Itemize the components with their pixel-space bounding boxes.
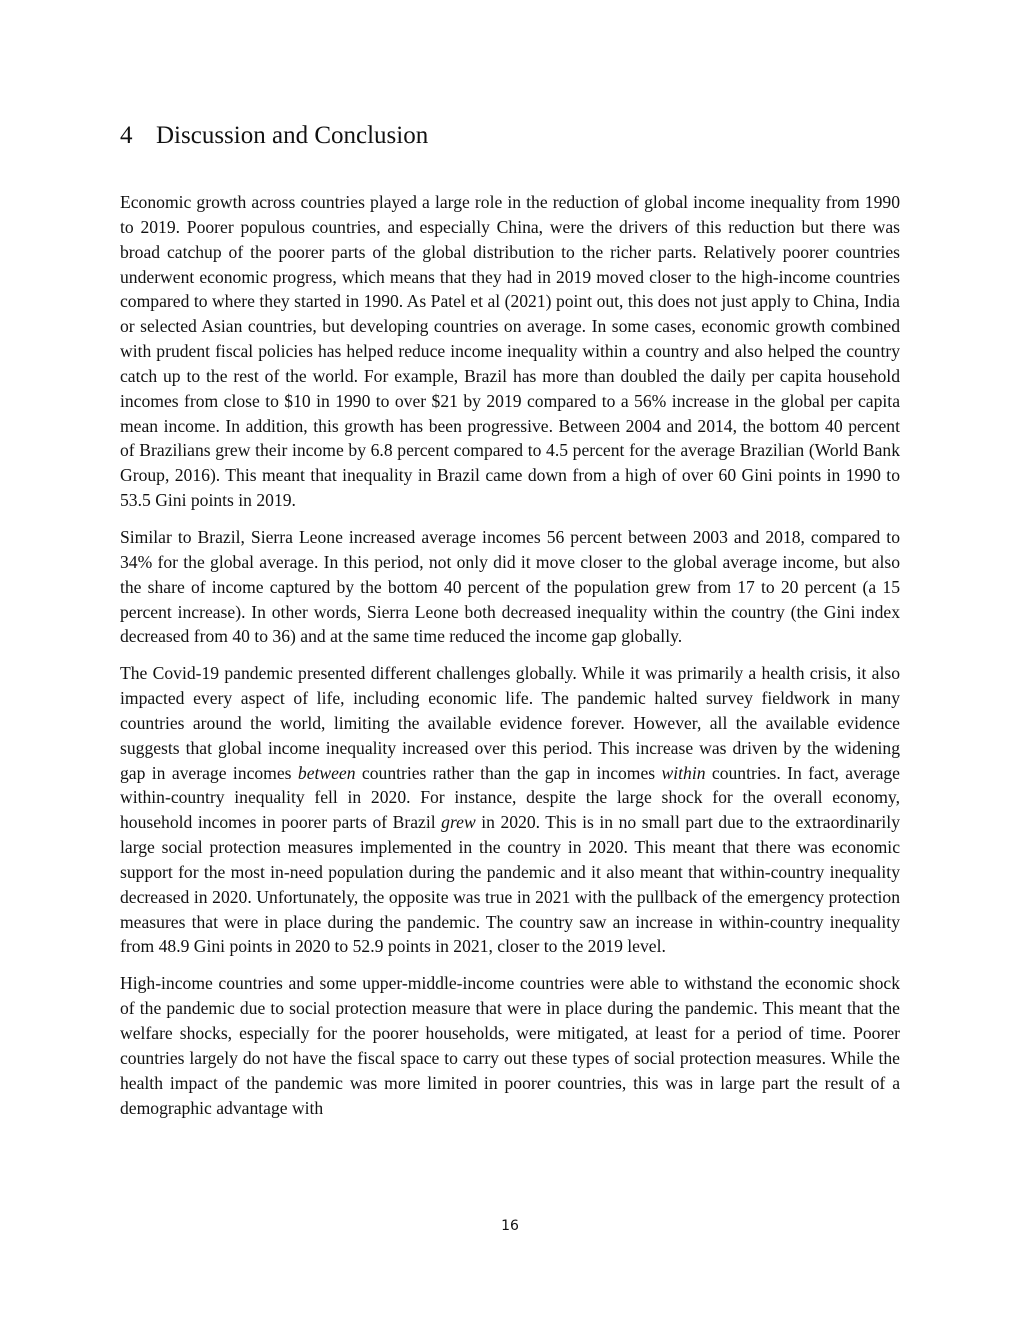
body-text [120, 190, 900, 1132]
emphasis-grew: grew [441, 812, 476, 833]
paragraph-economic-growth: Economic growth across countries played a large role in the reduction of global income inequality from 1990 to 2019. Poorer populous countries, and especially China, were the drivers of this reduction but there was broad catchup of the poorer parts of the global distribution to the richer parts. Relatively poorer countries underwent economic progress, which means that they had in 2019 moved closer to the high-income countries compared to where they started in 1990. As Patel et al (2021) point out, this does not just apply to China, India or selected Asian countries, but developing countries on average. In some cases, economic growth combined with prudent fiscal policies has helped reduce income inequality within a country and also helped the country catch up to the rest of the world. For example, Brazil has more than doubled the daily per capita household incomes from close to $10 in 1990 to over $21 by 2019 compared to a 56% increase in the global per capita mean income. In addition, this growth has been progressive. Between 2004 and 2014, the bottom 40 percent of Brazilians grew their income by 6.8 percent compared to 4.5 percent for the average Brazilian (World Bank Group, 2016). This meant that inequality in Brazil came down from a high of over 60 Gini points in 1990 to 53.5 Gini points in 2019. [120, 192, 900, 511]
paragraph-sierra-leone: Similar to Brazil, Sierra Leone increased average incomes 56 percent between 2003 and 2018, compared to 34% for the global average. In this period, not only did it move closer to the global average income, but also the share of income captured by the bottom 40 percent of the population grew from 17 to 20 percent (a 15 percent increase). In other words, Sierra Leone both decreased inequality within the country (the Gini index decreased from 40 to 36) and at the same time reduced the income gap globally. [120, 526, 900, 647]
page-number: 16 [501, 1218, 519, 1234]
emphasis-within: within [661, 762, 706, 783]
paragraph-text: countries rather than the gap in incomes [355, 762, 662, 783]
section-number: 4 [120, 122, 133, 149]
section-heading [120, 120, 428, 152]
paragraph-text: countries. In fact, average within-country inequality fell in 2020. For instance, despite the large shock for the overall economy, household incomes in poorer parts of Brazil [120, 762, 900, 833]
emphasis-between: between [297, 762, 356, 783]
section-title: Discussion and Conclusion [156, 122, 429, 149]
paragraph-covid-19 [120, 661, 900, 959]
paragraph-high-income-countries: High-income countries and some upper-middle-income countries were able to withstand the economic shock of the pandemic due to social protection measure that were in place during the pandemic. This meant that the welfare shocks, especially for the poorer households, were mitigated, at least for a period of time. Poorer countries largely do not have the fiscal space to carry out these types of social protection measures. While the health impact of the pandemic was more limited in poorer countries, this was in large part the result of a demographic advantage with [120, 973, 900, 1118]
paragraph-text: in 2020. This is in no small part due to the extraordinarily large social protection measures implemented in the country in 2020. This meant that there was economic support for the most in-need population during the pandemic and it also meant that within-country inequality decreased in 2020. Unfortunately, the opposite was true in 2021 with the pullback of the emergency protection measures that were in place during the pandemic. The country saw an increase in within-country inequality from 48.9 Gini points in 2020 to 52.9 points in 2021, closer to the 2019 level. [120, 812, 900, 957]
paragraph-text: The Covid-19 pandemic presented different challenges globally. While it was primarily a health crisis, it also impacted every aspect of life, including economic life. The pandemic halted survey fieldwork in many countries around the world, limiting the available evidence forever. However, all the available evidence suggests that global income inequality increased over this period. This increase was driven by the widening gap in average incomes [120, 663, 900, 783]
